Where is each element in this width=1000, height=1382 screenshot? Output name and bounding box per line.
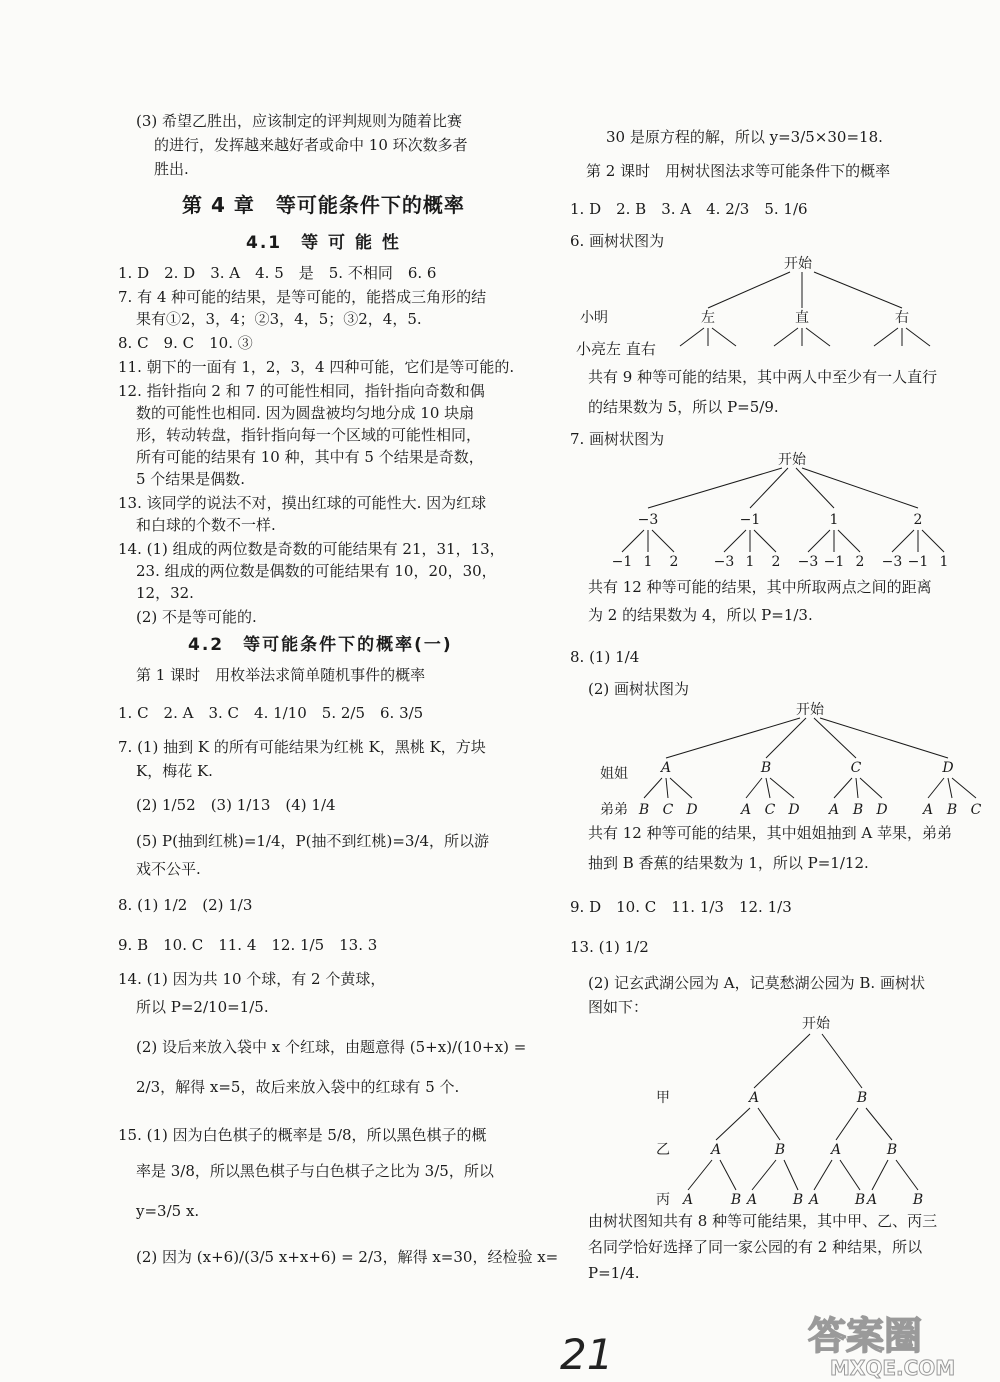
tree-node: 左 xyxy=(701,310,715,326)
answer-line: 23. 组成的两位数是偶数的可能结果有 10，20，30， xyxy=(136,562,497,580)
answer-line: 2/3，解得 x=5，故后来放入袋中的红球有 5 个. xyxy=(136,1078,460,1096)
answer-line: 8. C 9. C 10. ③ xyxy=(118,334,253,352)
tree-node: A xyxy=(660,760,672,776)
tree-root: 开始 xyxy=(802,1016,830,1032)
answer-line: 5 个结果是偶数. xyxy=(136,470,246,488)
tree-leaf: 2 xyxy=(855,554,865,570)
lesson-title: 第 2 课时 用树状图法求等可能条件下的概率 xyxy=(586,162,891,180)
tree-node: B xyxy=(856,1090,868,1106)
page-number: 21 xyxy=(560,1330,614,1379)
text-line: (3) 希望乙胜出，应该制定的评判规则为随着比赛 xyxy=(136,112,463,130)
tree-leaf: B xyxy=(946,802,958,818)
tree-leaf: D xyxy=(788,802,800,818)
tree-leaf: A xyxy=(808,1192,820,1208)
answer-line: 果有①2，3，4；②3，4，5；③2，4，5. xyxy=(136,310,422,328)
tree-label: 甲 xyxy=(656,1090,670,1106)
tree-leaf: −3 xyxy=(881,554,903,570)
answer-line: 图如下： xyxy=(588,998,649,1016)
tree-leaf: 1 xyxy=(745,554,755,570)
answer-line: (2) 记玄武湖公园为 A，记莫愁湖公园为 B. 画树状 xyxy=(588,974,925,992)
tree-label: 弟弟 xyxy=(600,802,628,818)
section-title: 4.1 等 可 能 性 xyxy=(246,233,401,253)
answer-line: 率是 3/8，所以黑色棋子与白色棋子之比为 3/5，所以 xyxy=(136,1162,494,1180)
tree-node: 右 xyxy=(895,310,909,326)
tree-leaf: 2 xyxy=(771,554,781,570)
watermark-url: MXQE.COM xyxy=(830,1356,956,1380)
tree-label: 姐姐 xyxy=(600,766,628,782)
tree-leaf: C xyxy=(764,802,776,818)
tree-leaf: B xyxy=(730,1192,742,1208)
tree-leaf: D xyxy=(876,802,888,818)
tree-node: B xyxy=(774,1142,786,1158)
tree-leaf: A xyxy=(866,1192,878,1208)
tree-label: 丙 xyxy=(656,1192,670,1208)
tree-label: 小亮左 直右 xyxy=(576,340,656,358)
answer-line: 共有 12 种等可能的结果，其中所取两点之间的距离 xyxy=(588,578,932,596)
tree-leaf: 2 xyxy=(669,554,679,570)
answer-line: 由树状图知共有 8 种等可能结果，其中甲、乙、丙三 xyxy=(588,1212,938,1230)
tree-diagram-13 xyxy=(630,1010,970,1212)
tree-leaf: C xyxy=(662,802,674,818)
answer-line: 7. (1) 抽到 K 的所有可能结果为红桃 K，黑桃 K，方块 xyxy=(118,738,486,756)
answer-line: 13. (1) 1/2 xyxy=(570,938,649,956)
answer-line: 1. C 2. A 3. C 4. 1/10 5. 2/5 6. 3/5 xyxy=(118,704,424,722)
tree-node: A xyxy=(748,1090,760,1106)
text-line: 30 是原方程的解，所以 y=3/5×30=18. xyxy=(606,128,883,146)
answer-line: y=3/5 x. xyxy=(136,1202,200,1220)
chapter-title: 第 4 章 等可能条件下的概率 xyxy=(182,193,465,217)
answer-line: 12，32. xyxy=(136,584,194,602)
answer-line: 8. (1) 1/2 (2) 1/3 xyxy=(118,896,253,914)
tree-leaf: C xyxy=(970,802,982,818)
tree-leaf: B xyxy=(792,1192,804,1208)
answer-line: 1. D 2. D 3. A 4. 5 是 5. 不相同 6. 6 xyxy=(118,264,437,282)
tree-leaf: 1 xyxy=(939,554,949,570)
tree-leaf: B xyxy=(912,1192,924,1208)
answer-line: 名同学恰好选择了同一家公园的有 2 种结果，所以 xyxy=(588,1238,923,1256)
tree-leaf: B xyxy=(638,802,650,818)
answer-line: 12. 指针指向 2 和 7 的可能性相同，指针指向奇数和偶 xyxy=(118,382,485,400)
answer-line: 数的可能性也相同. 因为圆盘被均匀地分成 10 块扇 xyxy=(136,404,475,422)
tree-node: 1 xyxy=(829,512,839,528)
answer-line: P=1/4. xyxy=(588,1264,640,1282)
answer-line: 8. (1) 1/4 xyxy=(570,648,640,666)
watermark-logo xyxy=(800,1305,995,1380)
tree-label: 乙 xyxy=(656,1142,670,1158)
tree-leaf: −1 xyxy=(611,554,633,570)
answer-line: 6. 画树状图为 xyxy=(570,232,665,250)
answer-line: 所有可能的结果有 10 种，其中有 5 个结果是奇数， xyxy=(136,448,484,466)
answer-line: 抽到 B 香蕉的结果数为 1，所以 P=1/12. xyxy=(588,854,869,872)
text-line: 胜出. xyxy=(154,160,189,178)
tree-node: 直 xyxy=(795,310,809,326)
tree-root: 开始 xyxy=(796,702,824,718)
answer-line: (2) 画树状图为 xyxy=(588,680,690,698)
tree-node: B xyxy=(760,760,772,776)
answer-line: 13. 该同学的说法不对，摸出红球的可能性大. 因为红球 xyxy=(118,494,487,512)
answer-line: 7. 有 4 种可能的结果，是等可能的，能搭成三角形的结 xyxy=(118,288,487,306)
tree-node: A xyxy=(830,1142,842,1158)
answer-line: (2) 1/52 (3) 1/13 (4) 1/4 xyxy=(136,796,336,814)
tree-leaf: A xyxy=(746,1192,758,1208)
tree-diagram-7 xyxy=(570,446,980,572)
answer-line: (2) 设后来放入袋中 x 个红球，由题意得 (5+x)/(10+x) = xyxy=(136,1038,527,1056)
tree-leaf: −3 xyxy=(797,554,819,570)
tree-leaf: −1 xyxy=(823,554,845,570)
tree-root: 开始 xyxy=(778,452,806,468)
watermark-text: 答案圈 xyxy=(808,1314,923,1358)
tree-node: 2 xyxy=(913,512,923,528)
answer-line: (2) 不是等可能的. xyxy=(136,608,257,626)
answer-line: K，梅花 K. xyxy=(136,762,213,780)
answer-line: 形，转动转盘，指针指向每一个区域的可能性相同， xyxy=(136,426,482,444)
lesson-title: 第 1 课时 用枚举法求简单随机事件的概率 xyxy=(136,666,426,684)
tree-node: D xyxy=(942,760,954,776)
answer-line: 15. (1) 因为白色棋子的概率是 5/8，所以黑色棋子的概 xyxy=(118,1126,487,1144)
section-title: 4.2 等可能条件下的概率(一) xyxy=(188,635,453,655)
answer-line: 和白球的个数不一样. xyxy=(136,516,276,534)
tree-leaf: −1 xyxy=(907,554,929,570)
tree-label: 小明 xyxy=(580,310,608,326)
answer-line: 14. (1) 因为共 10 个球，有 2 个黄球， xyxy=(118,970,386,988)
answer-line: 的结果数为 5，所以 P=5/9. xyxy=(588,398,779,416)
tree-node: A xyxy=(710,1142,722,1158)
answer-line: 共有 9 种等可能的结果，其中两人中至少有一人直行 xyxy=(588,368,938,386)
answer-line: 11. 朝下的一面有 1，2，3，4 四种可能，它们是等可能的. xyxy=(118,358,515,376)
tree-node: C xyxy=(850,760,862,776)
tree-diagram-8 xyxy=(570,696,980,822)
answer-line: (5) P(抽到红桃)=1/4，P(抽不到红桃)=3/4，所以游 xyxy=(136,832,490,850)
answer-line: 戏不公平. xyxy=(136,860,201,878)
tree-leaf: −3 xyxy=(713,554,735,570)
tree-node: B xyxy=(886,1142,898,1158)
answer-line: 9. D 10. C 11. 1/3 12. 1/3 xyxy=(570,898,792,916)
answer-line: (2) 因为 (x+6)/(3/5 x+x+6) = 2/3，解得 x=30，经检验 x= xyxy=(136,1248,559,1266)
tree-leaf: B xyxy=(852,802,864,818)
answer-line: 14. (1) 组成的两位数是奇数的可能结果有 21，31，13， xyxy=(118,540,505,558)
text-line: 的进行，发挥越来越好者或命中 10 环次数多者 xyxy=(154,136,468,154)
tree-leaf: D xyxy=(686,802,698,818)
tree-leaf: 1 xyxy=(643,554,653,570)
tree-leaf: B xyxy=(854,1192,866,1208)
tree-leaf: A xyxy=(828,802,840,818)
tree-node: −3 xyxy=(637,512,659,528)
answer-line: 共有 12 种等可能的结果，其中姐姐抽到 A 苹果，弟弟 xyxy=(588,824,952,842)
tree-node: −1 xyxy=(739,512,761,528)
answer-line: 1. D 2. B 3. A 4. 2/3 5. 1/6 xyxy=(570,200,808,218)
answer-line: 9. B 10. C 11. 4 12. 1/5 13. 3 xyxy=(118,936,378,954)
tree-leaf: A xyxy=(922,802,934,818)
tree-root: 开始 xyxy=(784,256,812,272)
answer-line: 为 2 的结果数为 4，所以 P=1/3. xyxy=(588,606,813,624)
tree-leaf: A xyxy=(682,1192,694,1208)
answer-line: 7. 画树状图为 xyxy=(570,430,665,448)
answer-line: 所以 P=2/10=1/5. xyxy=(136,998,269,1016)
tree-leaf: A xyxy=(740,802,752,818)
